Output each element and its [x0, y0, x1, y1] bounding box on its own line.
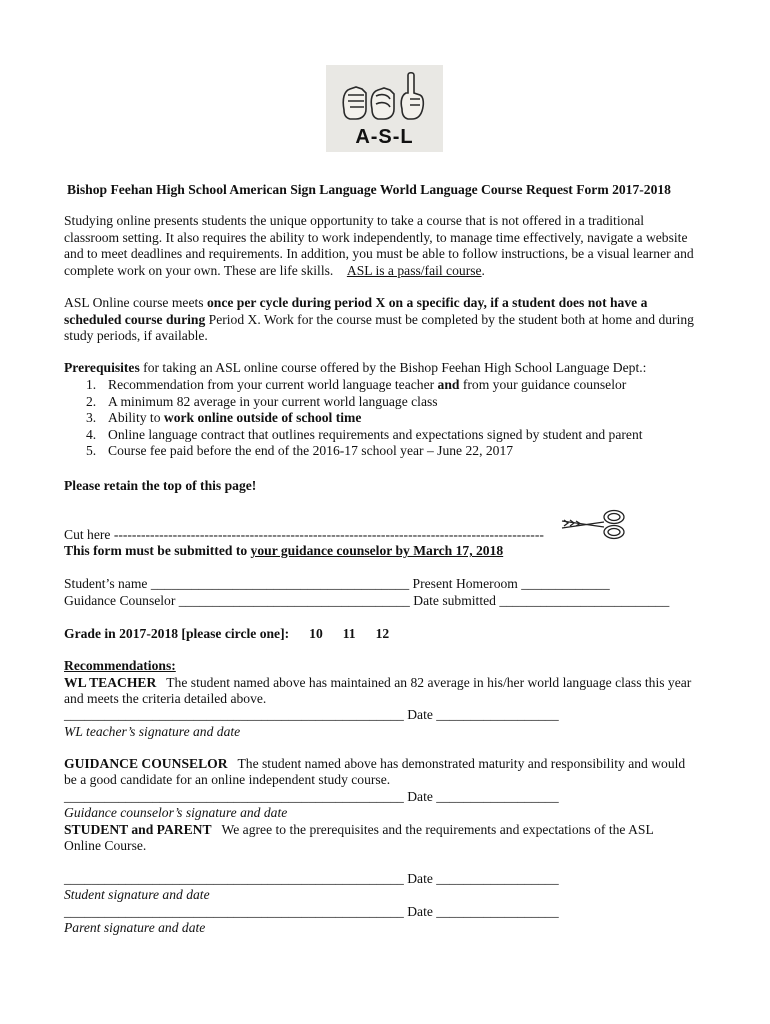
wl-teacher-line-2: and meets the criteria detailed above. — [64, 691, 267, 706]
intro-line-4 — [64, 263, 485, 279]
guidance-counselor-label: Guidance Counselor __________________________________ — [64, 593, 410, 608]
wl-teacher-signature-caption: WL teacher’s signature and date — [64, 724, 241, 739]
guidance-signature-field[interactable]: __________________________________________________ Date __________________ — [64, 789, 559, 804]
intro-text: complete work on your own. These are life skills. — [64, 263, 334, 278]
submission-text: This form must be submitted to — [64, 543, 251, 558]
form-title: Bishop Feehan High School American Sign Language World Language Course Request Form 2017-2018 — [67, 182, 671, 197]
student-parent-text: We agree to the prerequisites and the requirements and expectations of the ASL — [211, 822, 654, 837]
intro-line-1: Studying online presents students the unique opportunity to take a course that is not offered in a traditional — [64, 213, 645, 228]
list-text: Recommendation from your current world language teacher — [108, 377, 438, 392]
grade-option-11[interactable]: 11 — [342, 626, 356, 641]
list-text: Ability to — [108, 410, 164, 425]
guidance-line-1 — [64, 756, 685, 772]
grade-option-10[interactable]: 10 — [309, 626, 323, 641]
cut-line: Cut here ----------------------------------------------------------------------------------------------- — [64, 527, 544, 542]
recommendations-heading: Recommendations: — [64, 658, 176, 673]
intro-period: . — [481, 263, 485, 278]
parent-signature-caption: Parent signature and date — [64, 920, 206, 935]
grade-option-12[interactable]: 12 — [375, 626, 390, 641]
meeting-line-2 — [64, 312, 694, 328]
grade-selection — [64, 626, 389, 642]
present-homeroom-field[interactable]: Present Homeroom _____________ — [412, 576, 610, 591]
grade-label: Grade in 2017-2018 [please circle one]: — [64, 626, 290, 641]
parent-signature-field[interactable]: __________________________________________________ Date __________________ — [64, 904, 559, 919]
wl-teacher-label: WL TEACHER — [64, 675, 157, 690]
list-item — [64, 443, 643, 460]
prerequisites-text: for taking an ASL online course offered by the Bishop Feehan High School Language Dept.: — [139, 360, 647, 375]
list-emphasis: work online outside of school time — [163, 410, 362, 425]
guidance-text: The student named above has demonstrated maturity and responsibility and would — [227, 756, 686, 771]
meeting-line-3: study periods, if available. — [64, 328, 208, 343]
guidance-line-2: be a good candidate for an online independent study course. — [64, 772, 391, 787]
list-text: Course fee paid before the end of the 2016-17 school year – June 22, 2017 — [108, 443, 514, 458]
list-item — [64, 427, 643, 444]
student-parent-line-1 — [64, 822, 654, 838]
list-text: Online language contract that outlines requirements and expectations signed by student and parent — [108, 426, 643, 442]
meeting-text: ASL Online course meets — [64, 295, 207, 310]
prerequisites-list — [64, 377, 643, 460]
list-number: 5. — [86, 443, 97, 458]
meeting-line-1 — [64, 295, 647, 311]
submission-deadline: your guidance counselor by March 17, 2018 — [250, 543, 504, 558]
student-parent-line-2: Online Course. — [64, 838, 147, 853]
guidance-signature-caption: Guidance counselor’s signature and date — [64, 805, 288, 820]
wl-teacher-line-1 — [64, 675, 691, 691]
list-text: A minimum 82 average in your current world language class — [108, 393, 438, 409]
student-parent-heading: STUDENT and PARENT — [64, 822, 212, 837]
list-number: 4. — [86, 426, 97, 442]
list-number: 2. — [86, 393, 97, 409]
retain-notice: Please retain the top of this page! — [64, 478, 257, 493]
svg-text:A-S-L: A-S-L — [355, 126, 414, 148]
asl-logo — [326, 65, 443, 152]
pass-fail-note: ASL is a pass/fail course — [346, 263, 482, 278]
list-item — [64, 410, 643, 427]
guidance-counselor-field[interactable] — [64, 593, 669, 609]
student-name-label: Student’s name ______________________________________ — [64, 576, 410, 591]
student-signature-field[interactable]: __________________________________________________ Date __________________ — [64, 871, 559, 886]
asl-hands-icon — [326, 65, 443, 152]
student-signature-caption: Student signature and date — [64, 887, 210, 902]
meeting-emphasis: once per cycle during period X on a specific day, if a student does not have a — [206, 295, 648, 310]
list-item — [64, 377, 643, 394]
list-text: from your guidance counselor — [459, 377, 627, 392]
list-number: 1. — [86, 377, 97, 392]
wl-teacher-signature-field[interactable]: __________________________________________________ Date __________________ — [64, 707, 559, 722]
student-name-field[interactable] — [64, 576, 610, 592]
intro-line-2: classroom setting. It also requires the ability to work independently, to manage time effectively, navigate a website — [64, 230, 688, 245]
intro-line-3: and to meet deadlines and requirements. In addition, you must be able to follow instructions, be a visual learner and — [64, 246, 694, 261]
list-emphasis: and — [437, 377, 460, 392]
prerequisites-intro — [64, 360, 646, 376]
guidance-counselor-heading: GUIDANCE COUNSELOR — [64, 756, 228, 771]
submission-notice — [64, 543, 503, 559]
list-item — [64, 394, 643, 411]
meeting-text-2: Period X. Work for the course must be completed by the student both at home and during — [205, 312, 694, 327]
list-number: 3. — [86, 410, 97, 425]
prerequisites-label: Prerequisites — [64, 360, 140, 375]
scissors-icon — [560, 508, 628, 540]
meeting-emphasis-2: scheduled course during — [64, 312, 206, 327]
wl-teacher-text: The student named above has maintained an 82 average in his/her world language class this year — [156, 675, 692, 690]
date-submitted-field[interactable]: Date submitted _________________________ — [413, 593, 670, 608]
